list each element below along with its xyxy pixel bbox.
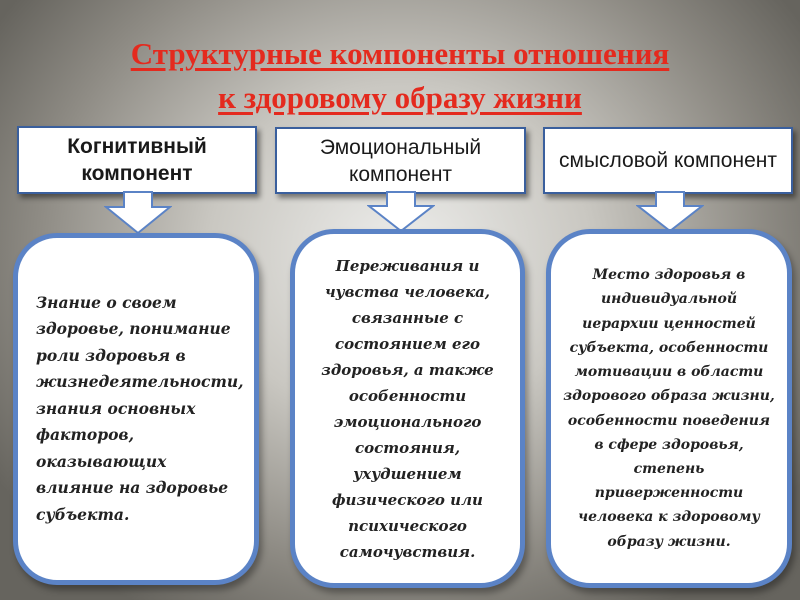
emotional-component-label: Эмоциональный компонент [319, 135, 482, 186]
cognitive-component-box [17, 126, 257, 194]
title-line-2: к здоровому образу жизни [218, 80, 582, 115]
emotional-description-panel [290, 229, 525, 588]
down-arrow-icon [636, 191, 704, 233]
down-arrow-icon [104, 191, 172, 235]
cognitive-component-label: Когнитивный компонент [67, 135, 207, 185]
semantic-description-text: Место здоровья в индивидуальной иерархии ценностей субъекта, особенности мотивации в области здорового образа жизни, особенности поведения в сфере здоровья, степень приверженности человека к здоровому образу жизни. [563, 267, 775, 550]
semantic-component-label: смысловой компонент [559, 149, 777, 172]
cognitive-description-panel [13, 233, 259, 585]
title-line-1: Структурные компоненты отношения [130, 36, 670, 71]
slide-title [0, 32, 800, 120]
emotional-description-text: Переживания и чувства человека, связанные с состоянием его здоровья, а также особенности эмоционального состояния, ухудшением физического или психического самочувствия. [321, 256, 494, 561]
emotional-component-box [275, 127, 526, 194]
semantic-description-panel [546, 229, 792, 588]
semantic-component-box [543, 127, 793, 194]
cognitive-description-text: Знание о своем здоровье, понимание роли здоровья в жизнедеятельности, знания основных факторов, оказывающих влияние на здоровье субъекта. [36, 292, 244, 524]
down-arrow-icon [367, 191, 435, 233]
